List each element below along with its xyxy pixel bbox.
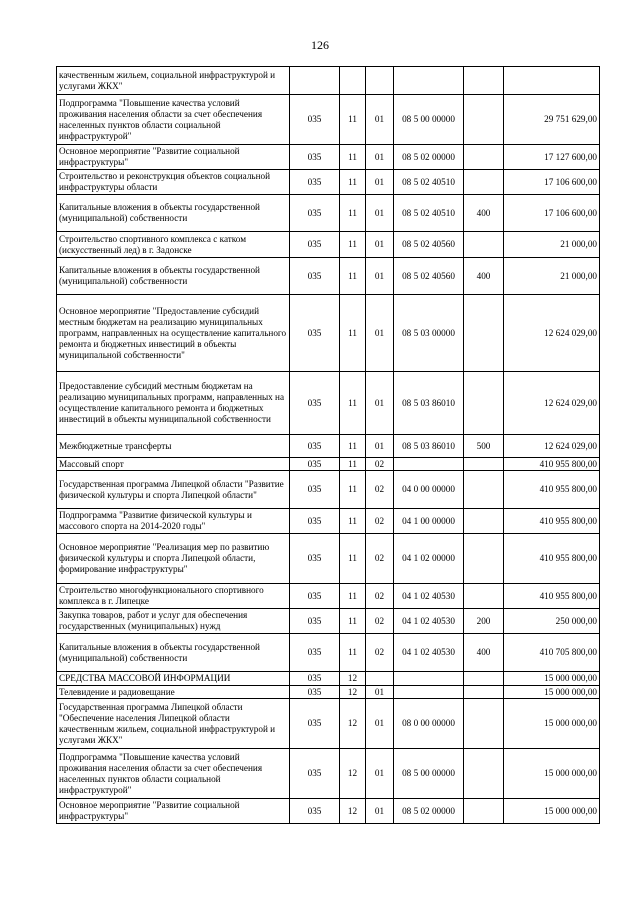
row-name-cell: качественным жильем, социальной инфраструктурой и услугами ЖКХ" [57, 67, 290, 95]
row-vr-cell [464, 672, 504, 686]
table-row [57, 195, 600, 232]
row-cs-cell: 08 5 03 86010 [394, 372, 464, 435]
row-vr-cell: 400 [464, 258, 504, 295]
row-rz-cell: 11 [340, 634, 366, 672]
row-pr-cell: 01 [366, 799, 394, 824]
row-rz-cell: 11 [340, 458, 366, 471]
row-rz-cell: 11 [340, 258, 366, 295]
table-row [57, 672, 600, 686]
row-rz-cell: 11 [340, 145, 366, 170]
row-name-cell: Капитальные вложения в объекты государственной (муниципальной) собственности [57, 195, 290, 232]
row-gr-cell: 035 [290, 232, 340, 258]
row-vr-cell: 400 [464, 195, 504, 232]
row-sum-cell: 29 751 629,00 [504, 95, 600, 145]
row-gr-cell: 035 [290, 584, 340, 609]
row-vr-cell: 400 [464, 634, 504, 672]
row-pr-cell: 01 [366, 258, 394, 295]
row-cs-cell [394, 672, 464, 686]
row-sum-cell: 17 127 600,00 [504, 145, 600, 170]
page-number: 126 [311, 38, 329, 52]
row-rz-cell: 12 [340, 699, 366, 749]
row-name-cell: Государственная программа Липецкой области "Развитие физической культуры и спорта Липецкой области" [57, 471, 290, 509]
row-vr-cell [464, 170, 504, 195]
row-gr-cell: 035 [290, 471, 340, 509]
row-cs-cell: 08 5 02 40560 [394, 232, 464, 258]
row-name-cell: Телевидение и радиовещание [57, 686, 290, 699]
row-pr-cell: 02 [366, 634, 394, 672]
row-pr-cell [366, 67, 394, 95]
row-gr-cell: 035 [290, 686, 340, 699]
table-row [57, 471, 600, 509]
row-name-cell: Капитальные вложения в объекты государственной (муниципальной) собственности [57, 258, 290, 295]
row-gr-cell: 035 [290, 609, 340, 634]
row-name-cell: Государственная программа Липецкой области "Обеспечение населения Липецкой области качественным жильем, социальной инфраструктурой и услугами ЖКХ" [57, 699, 290, 749]
row-sum-cell: 410 955 800,00 [504, 509, 600, 534]
row-vr-cell [464, 534, 504, 584]
row-rz-cell: 11 [340, 509, 366, 534]
row-gr-cell [290, 67, 340, 95]
row-rz-cell: 11 [340, 195, 366, 232]
row-pr-cell: 02 [366, 471, 394, 509]
row-sum-cell: 410 705 800,00 [504, 634, 600, 672]
row-sum-cell: 15 000 000,00 [504, 672, 600, 686]
row-rz-cell: 11 [340, 170, 366, 195]
row-gr-cell: 035 [290, 145, 340, 170]
row-cs-cell: 08 5 02 40560 [394, 258, 464, 295]
row-gr-cell: 035 [290, 509, 340, 534]
row-rz-cell: 11 [340, 584, 366, 609]
row-pr-cell: 02 [366, 534, 394, 584]
row-gr-cell: 035 [290, 749, 340, 799]
table-row [57, 749, 600, 799]
row-pr-cell: 02 [366, 584, 394, 609]
row-pr-cell: 02 [366, 609, 394, 634]
row-cs-cell [394, 686, 464, 699]
row-vr-cell [464, 509, 504, 534]
row-pr-cell [366, 672, 394, 686]
row-vr-cell [464, 799, 504, 824]
row-rz-cell: 11 [340, 471, 366, 509]
row-vr-cell [464, 471, 504, 509]
row-pr-cell: 02 [366, 458, 394, 471]
row-sum-cell: 410 955 800,00 [504, 458, 600, 471]
row-name-cell: Предоставление субсидий местным бюджетам на реализацию муниципальных программ, направленных на осуществление капитального ремонта и бюджетных инвестиций в объекты муниципальной собственности [57, 372, 290, 435]
row-gr-cell: 035 [290, 372, 340, 435]
row-rz-cell: 11 [340, 95, 366, 145]
row-pr-cell: 01 [366, 232, 394, 258]
row-pr-cell: 01 [366, 435, 394, 458]
row-pr-cell: 01 [366, 170, 394, 195]
row-rz-cell: 12 [340, 686, 366, 699]
row-sum-cell: 12 624 029,00 [504, 295, 600, 372]
row-cs-cell: 08 5 00 00000 [394, 95, 464, 145]
row-sum-cell: 21 000,00 [504, 258, 600, 295]
row-cs-cell: 04 1 00 00000 [394, 509, 464, 534]
row-cs-cell: 08 5 03 86010 [394, 435, 464, 458]
row-gr-cell: 035 [290, 435, 340, 458]
row-gr-cell: 035 [290, 170, 340, 195]
row-rz-cell: 11 [340, 295, 366, 372]
row-name-cell: СРЕДСТВА МАССОВОЙ ИНФОРМАЦИИ [57, 672, 290, 686]
row-cs-cell: 04 0 00 00000 [394, 471, 464, 509]
budget-table [56, 66, 600, 824]
row-sum-cell: 15 000 000,00 [504, 699, 600, 749]
row-rz-cell [340, 67, 366, 95]
row-cs-cell: 08 5 02 00000 [394, 799, 464, 824]
row-cs-cell: 08 5 02 40510 [394, 195, 464, 232]
row-vr-cell [464, 67, 504, 95]
row-rz-cell: 11 [340, 609, 366, 634]
row-rz-cell: 12 [340, 749, 366, 799]
row-name-cell: Подпрограмма "Повышение качества условий проживания населения области за счет обеспечения населенных пунктов области социальной инфраструктурой" [57, 95, 290, 145]
row-name-cell: Основное мероприятие "Развитие социальной инфраструктуры" [57, 145, 290, 170]
row-gr-cell: 035 [290, 699, 340, 749]
row-gr-cell: 035 [290, 458, 340, 471]
row-name-cell: Закупка товаров, работ и услуг для обеспечения государственных (муниципальных) нужд [57, 609, 290, 634]
row-rz-cell: 12 [340, 672, 366, 686]
row-gr-cell: 035 [290, 295, 340, 372]
row-vr-cell [464, 749, 504, 799]
table-row [57, 372, 600, 435]
row-sum-cell: 410 955 800,00 [504, 534, 600, 584]
row-cs-cell: 08 0 00 00000 [394, 699, 464, 749]
row-cs-cell: 04 1 02 40530 [394, 609, 464, 634]
table-row [57, 258, 600, 295]
table-row [57, 634, 600, 672]
row-cs-cell [394, 67, 464, 95]
row-rz-cell: 11 [340, 232, 366, 258]
row-vr-cell [464, 232, 504, 258]
row-pr-cell: 01 [366, 145, 394, 170]
row-cs-cell: 08 5 00 00000 [394, 749, 464, 799]
row-sum-cell: 410 955 800,00 [504, 471, 600, 509]
table-row [57, 534, 600, 584]
row-pr-cell: 01 [366, 749, 394, 799]
row-vr-cell [464, 372, 504, 435]
row-sum-cell: 15 000 000,00 [504, 686, 600, 699]
row-pr-cell: 01 [366, 686, 394, 699]
table-row [57, 145, 600, 170]
row-vr-cell [464, 95, 504, 145]
row-name-cell: Подпрограмма "Развитие физической культуры и массового спорта на 2014-2020 годы" [57, 509, 290, 534]
table-row [57, 232, 600, 258]
row-pr-cell: 01 [366, 295, 394, 372]
row-gr-cell: 035 [290, 258, 340, 295]
row-sum-cell: 15 000 000,00 [504, 749, 600, 799]
row-name-cell: Строительство спортивного комплекса с катком (искусственный лед) в г. Задонске [57, 232, 290, 258]
row-name-cell: Межбюджетные трансферты [57, 435, 290, 458]
table-row [57, 295, 600, 372]
row-sum-cell: 410 955 800,00 [504, 584, 600, 609]
row-gr-cell: 035 [290, 799, 340, 824]
row-gr-cell: 035 [290, 534, 340, 584]
row-name-cell: Основное мероприятие "Развитие социальной инфраструктуры" [57, 799, 290, 824]
row-sum-cell: 250 000,00 [504, 609, 600, 634]
table-row [57, 67, 600, 95]
row-vr-cell [464, 699, 504, 749]
table-row [57, 509, 600, 534]
row-cs-cell: 08 5 03 00000 [394, 295, 464, 372]
row-pr-cell: 01 [366, 195, 394, 232]
row-rz-cell: 11 [340, 372, 366, 435]
row-name-cell: Строительство и реконструкция объектов социальной инфраструктуры области [57, 170, 290, 195]
row-pr-cell: 01 [366, 95, 394, 145]
row-rz-cell: 12 [340, 799, 366, 824]
row-gr-cell: 035 [290, 195, 340, 232]
table-row [57, 95, 600, 145]
row-cs-cell: 04 1 02 00000 [394, 534, 464, 584]
row-cs-cell: 04 1 02 40530 [394, 584, 464, 609]
row-gr-cell: 035 [290, 672, 340, 686]
row-gr-cell: 035 [290, 634, 340, 672]
row-vr-cell: 500 [464, 435, 504, 458]
table-row [57, 686, 600, 699]
row-vr-cell [464, 145, 504, 170]
budget-table-body [57, 67, 600, 824]
row-name-cell: Капитальные вложения в объекты государственной (муниципальной) собственности [57, 634, 290, 672]
row-sum-cell: 12 624 029,00 [504, 372, 600, 435]
row-cs-cell: 04 1 02 40530 [394, 634, 464, 672]
row-vr-cell [464, 295, 504, 372]
row-sum-cell: 17 106 600,00 [504, 195, 600, 232]
row-vr-cell [464, 686, 504, 699]
table-row [57, 609, 600, 634]
table-row [57, 458, 600, 471]
row-name-cell: Основное мероприятие "Предоставление субсидий местным бюджетам на реализацию муниципальных программ, направленных на осуществление капитального ремонта и бюджетных инвестиций в объекты муниципальной собственности" [57, 295, 290, 372]
row-vr-cell: 200 [464, 609, 504, 634]
table-row [57, 435, 600, 458]
table-row [57, 799, 600, 824]
row-cs-cell: 08 5 02 40510 [394, 170, 464, 195]
row-gr-cell: 035 [290, 95, 340, 145]
row-rz-cell: 11 [340, 435, 366, 458]
row-sum-cell [504, 67, 600, 95]
row-vr-cell [464, 458, 504, 471]
row-sum-cell: 12 624 029,00 [504, 435, 600, 458]
row-rz-cell: 11 [340, 534, 366, 584]
row-name-cell: Массовый спорт [57, 458, 290, 471]
row-cs-cell: 08 5 02 00000 [394, 145, 464, 170]
row-sum-cell: 21 000,00 [504, 232, 600, 258]
row-name-cell: Основное мероприятие "Реализация мер по развитию физической культуры и спорта Липецкой области, формирование инфраструктуры" [57, 534, 290, 584]
row-pr-cell: 01 [366, 699, 394, 749]
row-sum-cell: 15 000 000,00 [504, 799, 600, 824]
table-row [57, 584, 600, 609]
table-row [57, 170, 600, 195]
row-name-cell: Подпрограмма "Повышение качества условий проживания населения области за счет обеспечения населенных пунктов области социальной инфраструктурой" [57, 749, 290, 799]
row-name-cell: Строительство многофункционального спортивного комплекса в г. Липецке [57, 584, 290, 609]
row-cs-cell [394, 458, 464, 471]
row-pr-cell: 02 [366, 509, 394, 534]
row-pr-cell: 01 [366, 372, 394, 435]
row-vr-cell [464, 584, 504, 609]
table-row [57, 699, 600, 749]
row-sum-cell: 17 106 600,00 [504, 170, 600, 195]
